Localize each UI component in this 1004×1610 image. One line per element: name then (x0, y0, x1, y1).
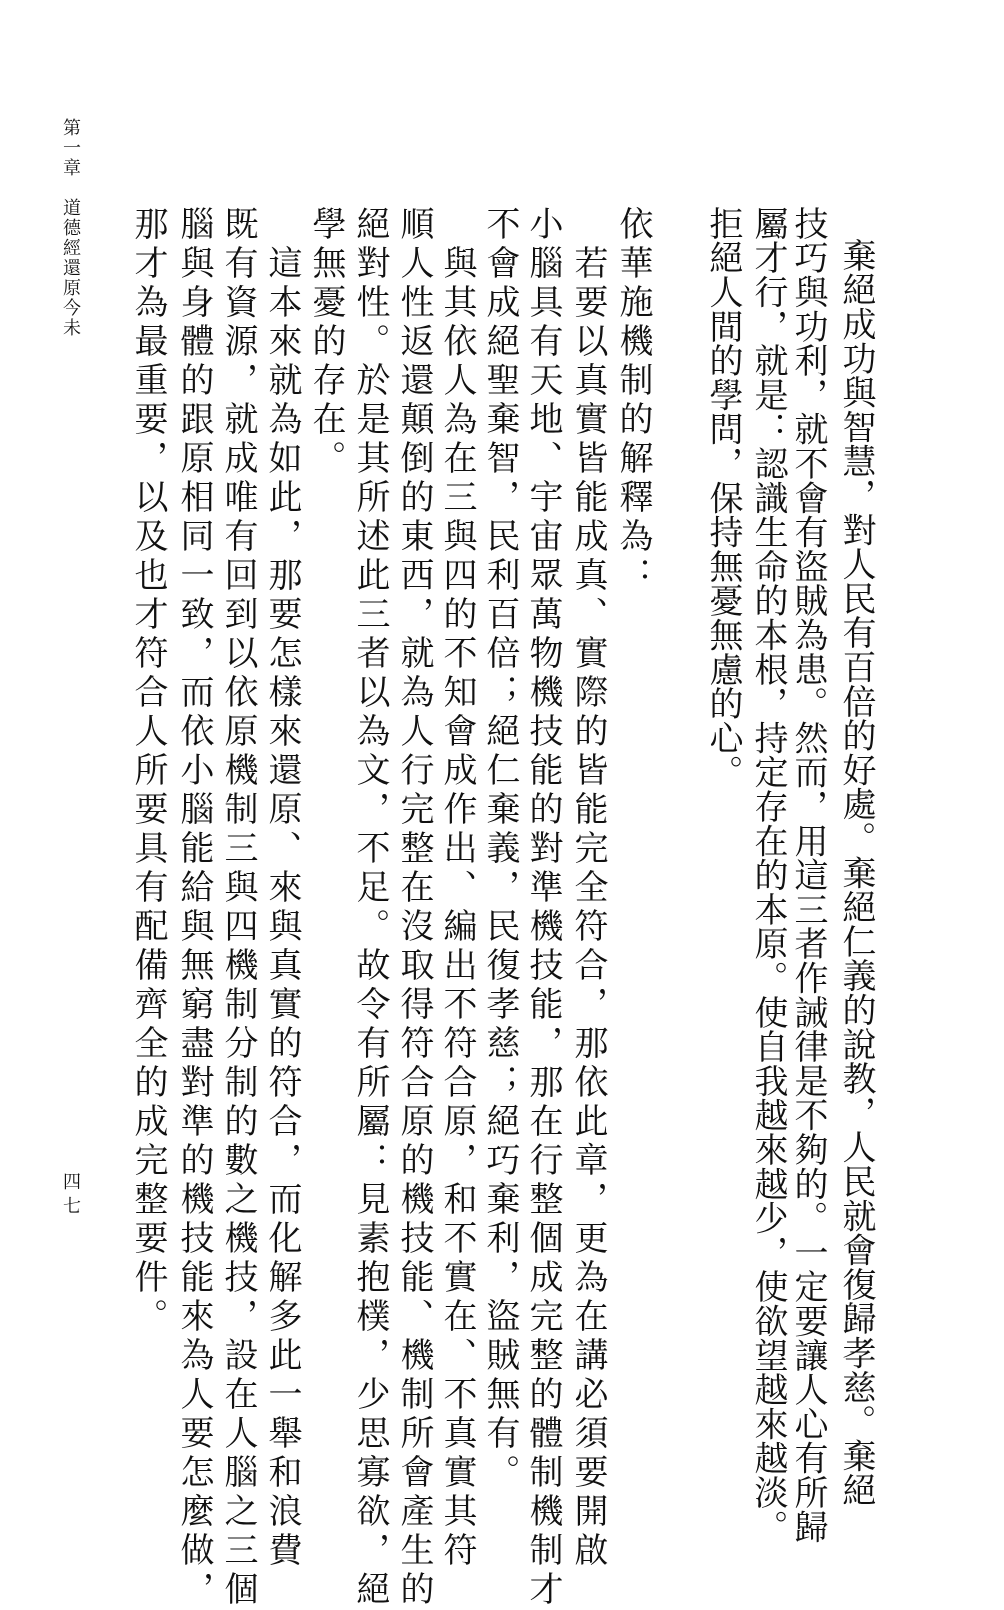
body-line-4: 不會成絕聖棄智，民利百倍；絕仁棄義，民復孝慈；絕巧棄利，盜賊無有。 (480, 206, 520, 1493)
quote-line-3: 屬才行，就是：認識生命的本根，持定存在的本原。使自我越來越少，使欲望越來越淡。 (748, 206, 788, 1544)
quote-line-2: 技巧與功利，就不會有盜賊為患。然而，用這三者作誡律是不夠的。一定要讓人心有所歸 (788, 206, 828, 1544)
chapter-label: 第一章 (60, 118, 81, 178)
book-title: 道德經還原今未 (60, 198, 81, 338)
page-number: 四七 (60, 1172, 81, 1220)
body-line-1: 依華施機制的解釋為： (613, 206, 653, 596)
body-line-12: 那才為最重要，以及也才符合人所要具有配備齊全的成完整要件。 (128, 206, 168, 1337)
running-header (58, 118, 82, 338)
body-line-6: 順人性返還顛倒的東西，就為人行完整在沒取得符合原的機技能、機制所會產生的 (394, 206, 434, 1610)
body-line-3: 小腦具有天地、宇宙眾萬物機技能的對準機技能，那在行整個成完整的體制機制才 (523, 206, 563, 1610)
body-line-7: 絕對性。於是其所述此三者以為文，不足。故令有所屬：見素抱樸，少思寡欲，絕 (350, 206, 390, 1610)
body-line-11: 腦與身體的跟原相同一致，而依小腦能給與無窮盡對準的機技能來為人要怎麼做， (174, 206, 214, 1610)
body-line-2: 若要以真實皆能成真、實際的皆能完全符合，那依此章，更為在講必須要開啟 (568, 206, 608, 1571)
quote-line-1: 棄絕成功與智慧，對人民有百倍的好處。棄絕仁義的說教，人民就會復歸孝慈。棄絕 (836, 238, 876, 1508)
body-line-10: 既有資源，就成唯有回到以依原機制三與四機制分制的數之機技，設在人腦之三個 (218, 206, 258, 1610)
body-line-9: 這本來就為如此，那要怎樣來還原、來與真實的符合，而化解多此一舉和浪費 (262, 206, 302, 1571)
header-spacer (60, 178, 81, 198)
body-line-8: 學無憂的存在。 (306, 206, 346, 479)
quote-line-4: 拒絕人間的學問，保持無憂無慮的心。 (703, 206, 743, 790)
body-line-5: 與其依人為在三與四的不知會成作出、編出不符合原，和不實在、不真實其符 (437, 206, 477, 1571)
